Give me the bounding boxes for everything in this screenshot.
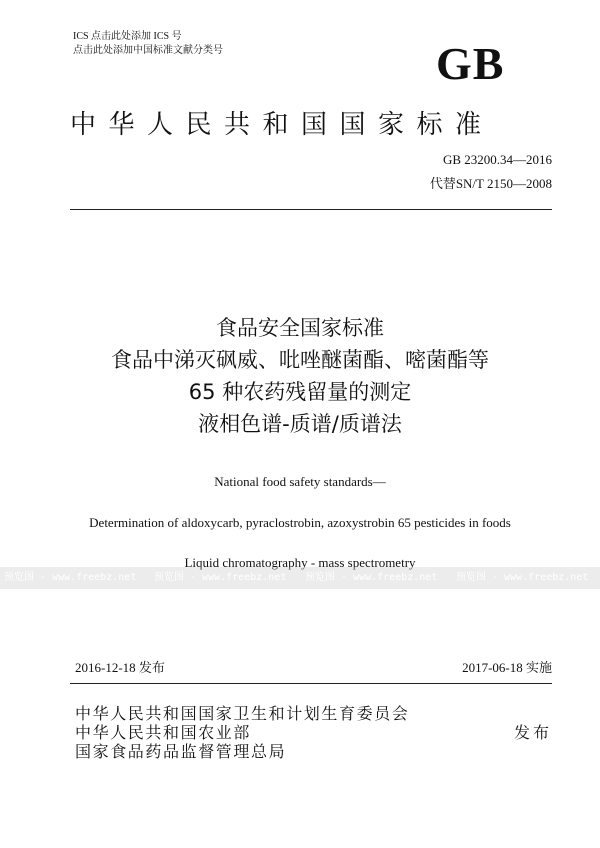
title-line-1: 食品安全国家标准 <box>216 316 384 340</box>
classification-block <box>73 30 223 58</box>
top-divider <box>70 209 552 210</box>
title-line-3: 65 种农药残留量的测定 <box>188 380 412 404</box>
watermark-text: 预览图 - www.freebz.net <box>154 572 287 583</box>
english-title-2: Determination of aldoxycarb, pyraclostrobin, azoxystrobin 65 pesticides in foods <box>89 515 511 530</box>
ccs-line: 点击此处添加中国标准文献分类号 <box>73 45 223 56</box>
gb-logo: GB <box>436 38 505 89</box>
title-line-4: 液相色谱-质谱/质谱法 <box>198 412 402 436</box>
ics-line: ICS 点击此处添加 ICS 号 <box>73 31 182 42</box>
issuer-1: 中华人民共和国国家卫生和计划生育委员会 <box>75 704 410 723</box>
standard-number: GB 23200.34—2016 <box>442 152 552 167</box>
watermark-band <box>0 567 600 589</box>
watermark-text: 预览图 - www.freebz.net <box>4 572 137 583</box>
english-title-1: National food safety standards— <box>214 474 386 489</box>
issuer-3: 国家食品药品监督管理总局 <box>75 742 287 761</box>
title-line-2: 食品中涕灭砜威、吡唑醚菌酯、嘧菌酯等 <box>111 348 489 372</box>
org-title: 中华人民共和国国家标准 <box>70 110 494 140</box>
publish-label: 发布 <box>514 723 553 742</box>
replaces-standard: 代替SN/T 2150—2008 <box>429 176 552 191</box>
watermark-text: 预览图 - www.freebz.net <box>305 572 438 583</box>
watermark-text: 预览图 - www.freebz.net <box>456 572 589 583</box>
issuer-2: 中华人民共和国农业部 <box>75 723 252 742</box>
bottom-divider <box>70 683 552 684</box>
english-title-3: Liquid chromatography - mass spectrometry <box>184 555 416 570</box>
standard-title <box>0 312 600 440</box>
issue-date: 2016-12-18 发布 <box>75 660 165 675</box>
implementation-date: 2017-06-18 实施 <box>462 660 552 675</box>
